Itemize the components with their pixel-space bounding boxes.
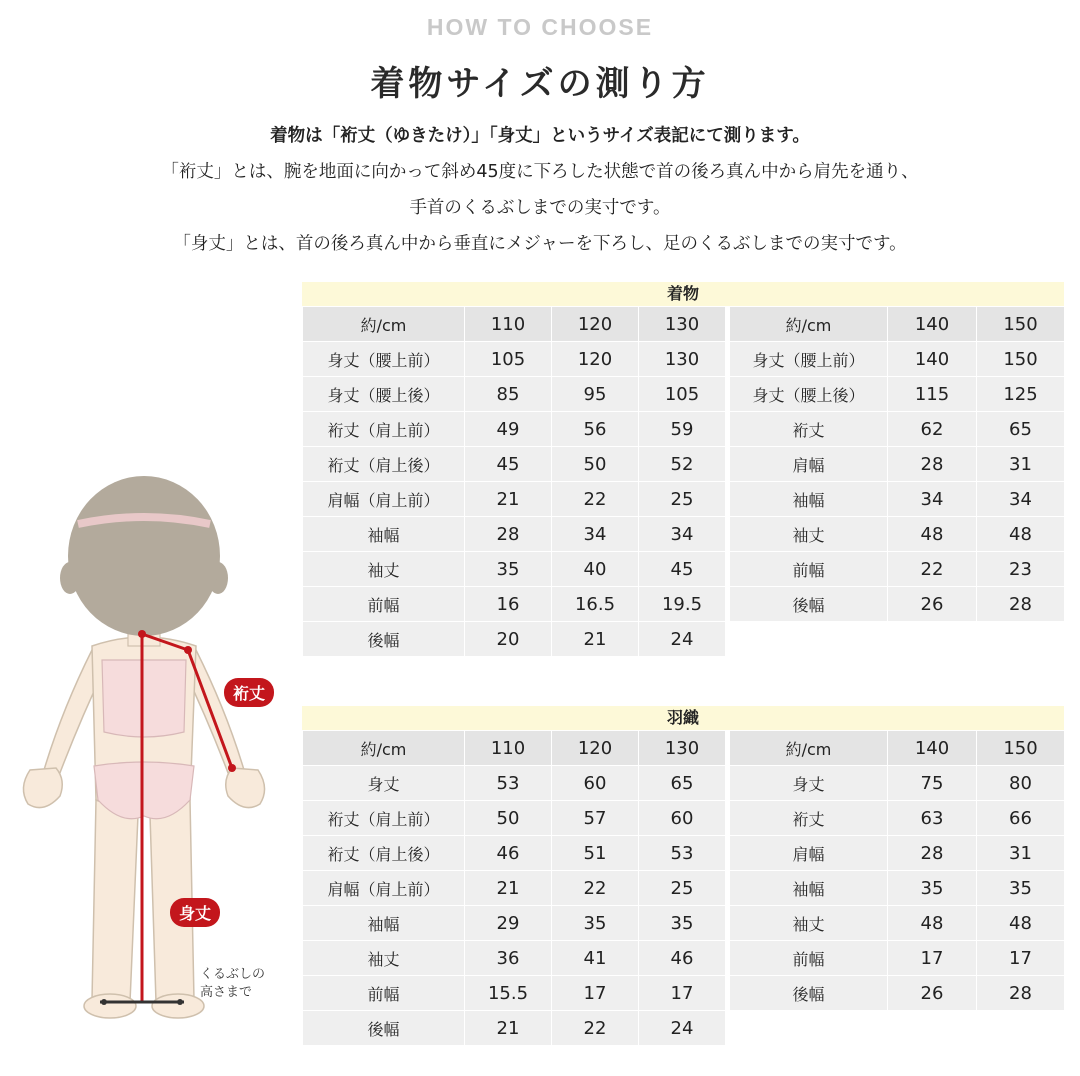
measurement-value-cell: 85 xyxy=(465,377,552,412)
size-header-cell: 110 xyxy=(465,307,552,342)
table-row xyxy=(730,766,1065,801)
measurement-label-cell: 袖幅 xyxy=(303,906,465,941)
measurement-value-cell: 15.5 xyxy=(465,976,552,1011)
table-row xyxy=(730,447,1065,482)
table-row xyxy=(303,342,726,377)
measurement-label-cell: 裄丈（肩上後） xyxy=(303,836,465,871)
measurement-value-cell: 95 xyxy=(552,377,639,412)
measurement-value-cell: 60 xyxy=(639,801,726,836)
measurement-value-cell: 35 xyxy=(977,871,1065,906)
measurement-label-cell: 前幅 xyxy=(303,587,465,622)
measurement-value-cell: 120 xyxy=(552,342,639,377)
measurement-value-cell: 17 xyxy=(639,976,726,1011)
measurement-value-cell: 26 xyxy=(888,587,977,622)
measurement-value-cell: 80 xyxy=(977,766,1065,801)
kimono-size-table-small xyxy=(302,306,726,657)
size-header-cell: 120 xyxy=(552,307,639,342)
ankle-height-note xyxy=(200,966,265,1002)
measurement-value-cell: 53 xyxy=(465,766,552,801)
measurement-value-cell: 22 xyxy=(552,1011,639,1046)
table-row xyxy=(303,517,726,552)
measurement-value-cell: 35 xyxy=(465,552,552,587)
measurement-value-cell: 56 xyxy=(552,412,639,447)
measurement-value-cell: 21 xyxy=(465,482,552,517)
measurement-label-cell: 肩幅（肩上前） xyxy=(303,482,465,517)
table-row xyxy=(303,871,726,906)
table-row xyxy=(303,766,726,801)
table-row xyxy=(303,622,726,657)
size-header-row xyxy=(730,307,1065,342)
measurement-label-cell: 後幅 xyxy=(730,976,888,1011)
note-line: くるぶしの xyxy=(200,967,266,982)
measurement-value-cell: 24 xyxy=(639,622,726,657)
measurement-value-cell: 52 xyxy=(639,447,726,482)
measurement-value-cell: 17 xyxy=(552,976,639,1011)
measurement-value-cell: 105 xyxy=(465,342,552,377)
table-row xyxy=(730,836,1065,871)
measurement-value-cell: 48 xyxy=(977,517,1065,552)
measurement-label-cell: 後幅 xyxy=(303,622,465,657)
table-row xyxy=(730,552,1065,587)
measurement-value-cell: 20 xyxy=(465,622,552,657)
measurement-value-cell: 17 xyxy=(888,941,977,976)
haori-size-table-large xyxy=(729,730,1065,1011)
size-header-cell: 150 xyxy=(977,307,1065,342)
measurement-label-cell: 後幅 xyxy=(730,587,888,622)
measurement-value-cell: 105 xyxy=(639,377,726,412)
measurement-value-cell: 53 xyxy=(639,836,726,871)
measurement-value-cell: 34 xyxy=(977,482,1065,517)
measurement-label-cell: 裄丈（肩上前） xyxy=(303,412,465,447)
size-header-row xyxy=(303,307,726,342)
kimono-section-title: 着物 xyxy=(302,282,1064,306)
measurement-value-cell: 140 xyxy=(888,342,977,377)
size-header-row xyxy=(303,731,726,766)
size-header-cell: 140 xyxy=(888,307,977,342)
measurement-value-cell: 45 xyxy=(639,552,726,587)
measurement-label-cell: 袖丈 xyxy=(303,552,465,587)
section-eyebrow: HOW TO CHOOSE xyxy=(426,14,654,40)
measurement-label-cell: 身丈 xyxy=(730,766,888,801)
measurement-label-cell: 裄丈 xyxy=(730,801,888,836)
measurement-label-cell: 袖丈 xyxy=(303,941,465,976)
note-line: 高さまで xyxy=(200,985,253,1000)
measurement-label-cell: 肩幅（肩上前） xyxy=(303,871,465,906)
measurement-value-cell: 60 xyxy=(552,766,639,801)
table-row xyxy=(730,906,1065,941)
measurement-value-cell: 40 xyxy=(552,552,639,587)
measurement-label-cell: 身丈（腰上後） xyxy=(730,377,888,412)
measurement-value-cell: 130 xyxy=(639,342,726,377)
unit-header-cell: 約/cm xyxy=(303,307,465,342)
mi-label-badge: 身丈 xyxy=(170,898,220,927)
table-row xyxy=(303,976,726,1011)
measurement-value-cell: 21 xyxy=(552,622,639,657)
table-row xyxy=(730,801,1065,836)
measurement-label-cell: 前幅 xyxy=(303,976,465,1011)
measurement-label-cell: 裄丈（肩上前） xyxy=(303,801,465,836)
table-row xyxy=(303,377,726,412)
table-row xyxy=(730,587,1065,622)
table-row xyxy=(303,906,726,941)
unit-header-cell: 約/cm xyxy=(730,731,888,766)
measurement-value-cell: 17 xyxy=(977,941,1065,976)
haori-size-table-small xyxy=(302,730,726,1046)
measurement-label-cell: 身丈（腰上前） xyxy=(730,342,888,377)
table-row xyxy=(730,871,1065,906)
measurement-label-cell: 前幅 xyxy=(730,552,888,587)
table-row xyxy=(730,412,1065,447)
measurement-label-cell: 肩幅 xyxy=(730,447,888,482)
measurement-value-cell: 48 xyxy=(888,906,977,941)
kimono-size-table-large xyxy=(729,306,1065,622)
table-row xyxy=(730,482,1065,517)
size-header-row xyxy=(730,731,1065,766)
measurement-value-cell: 45 xyxy=(465,447,552,482)
measurement-value-cell: 46 xyxy=(465,836,552,871)
size-header-cell: 120 xyxy=(552,731,639,766)
intro-line: 手首のくるぶしまでの実寸です。 xyxy=(409,198,671,218)
measurement-value-cell: 26 xyxy=(888,976,977,1011)
measurement-value-cell: 21 xyxy=(465,1011,552,1046)
measurement-label-cell: 身丈 xyxy=(303,766,465,801)
measurement-label-cell: 袖幅 xyxy=(730,871,888,906)
measurement-value-cell: 49 xyxy=(465,412,552,447)
measurement-value-cell: 63 xyxy=(888,801,977,836)
measurement-label-cell: 袖幅 xyxy=(730,482,888,517)
size-header-cell: 130 xyxy=(639,307,726,342)
measurement-value-cell: 28 xyxy=(888,836,977,871)
measurement-value-cell: 125 xyxy=(977,377,1065,412)
measurement-value-cell: 24 xyxy=(639,1011,726,1046)
measurement-value-cell: 16 xyxy=(465,587,552,622)
intro-text xyxy=(0,118,1080,262)
yuki-label-badge: 裄丈 xyxy=(224,678,274,707)
measurement-label-cell: 肩幅 xyxy=(730,836,888,871)
measurement-label-cell: 身丈（腰上前） xyxy=(303,342,465,377)
table-row xyxy=(303,412,726,447)
measurement-value-cell: 19.5 xyxy=(639,587,726,622)
measurement-value-cell: 34 xyxy=(888,482,977,517)
measurement-value-cell: 28 xyxy=(977,587,1065,622)
table-row xyxy=(730,377,1065,412)
table-row xyxy=(303,447,726,482)
measurement-label-cell: 裄丈（肩上後） xyxy=(303,447,465,482)
measurement-value-cell: 48 xyxy=(888,517,977,552)
measurement-value-cell: 29 xyxy=(465,906,552,941)
table-row xyxy=(303,482,726,517)
measurement-value-cell: 62 xyxy=(888,412,977,447)
child-measurement-figure xyxy=(0,470,300,1070)
measurement-value-cell: 51 xyxy=(552,836,639,871)
measurement-value-cell: 28 xyxy=(977,976,1065,1011)
measurement-value-cell: 75 xyxy=(888,766,977,801)
size-header-cell: 110 xyxy=(465,731,552,766)
measurement-label-cell: 後幅 xyxy=(303,1011,465,1046)
haori-section-title: 羽織 xyxy=(302,706,1064,730)
measurement-value-cell: 31 xyxy=(977,447,1065,482)
table-row xyxy=(303,587,726,622)
measurement-label-cell: 袖丈 xyxy=(730,517,888,552)
measurement-value-cell: 31 xyxy=(977,836,1065,871)
measurement-value-cell: 28 xyxy=(888,447,977,482)
intro-line: 「身丈」とは、首の後ろ真ん中から垂直にメジャーを下ろし、足のくるぶしまでの実寸です。 xyxy=(173,234,907,254)
measurement-value-cell: 21 xyxy=(465,871,552,906)
unit-header-cell: 約/cm xyxy=(730,307,888,342)
table-row xyxy=(730,517,1065,552)
measurement-value-cell: 34 xyxy=(552,517,639,552)
table-row xyxy=(730,941,1065,976)
page-title: 着物サイズの測り方 xyxy=(370,64,710,104)
measurement-value-cell: 35 xyxy=(639,906,726,941)
measurement-label-cell: 袖幅 xyxy=(303,517,465,552)
measurement-value-cell: 35 xyxy=(888,871,977,906)
table-row xyxy=(303,1011,726,1046)
measurement-label-cell: 前幅 xyxy=(730,941,888,976)
measurement-value-cell: 115 xyxy=(888,377,977,412)
measurement-value-cell: 66 xyxy=(977,801,1065,836)
measurement-value-cell: 34 xyxy=(639,517,726,552)
intro-line: 「裄丈」とは、腕を地面に向かって斜め45度に下ろした状態で首の後ろ真ん中から肩先を通り、 xyxy=(161,162,919,182)
measurement-value-cell: 25 xyxy=(639,482,726,517)
measurement-value-cell: 65 xyxy=(639,766,726,801)
measurement-value-cell: 46 xyxy=(639,941,726,976)
size-header-cell: 150 xyxy=(977,731,1065,766)
table-row xyxy=(303,552,726,587)
measurement-value-cell: 48 xyxy=(977,906,1065,941)
measurement-value-cell: 22 xyxy=(552,482,639,517)
table-row xyxy=(730,342,1065,377)
measurement-value-cell: 28 xyxy=(465,517,552,552)
measurement-value-cell: 36 xyxy=(465,941,552,976)
table-row xyxy=(303,836,726,871)
measurement-value-cell: 50 xyxy=(465,801,552,836)
intro-line: 着物は「裄丈（ゆきたけ）」「身丈」というサイズ表記にて測ります。 xyxy=(270,126,810,146)
measurement-label-cell: 裄丈 xyxy=(730,412,888,447)
measurement-value-cell: 57 xyxy=(552,801,639,836)
measurement-value-cell: 35 xyxy=(552,906,639,941)
measurement-value-cell: 22 xyxy=(888,552,977,587)
measurement-value-cell: 41 xyxy=(552,941,639,976)
table-row xyxy=(303,801,726,836)
unit-header-cell: 約/cm xyxy=(303,731,465,766)
measurement-value-cell: 16.5 xyxy=(552,587,639,622)
measurement-label-cell: 身丈（腰上後） xyxy=(303,377,465,412)
measurement-value-cell: 150 xyxy=(977,342,1065,377)
measurement-value-cell: 65 xyxy=(977,412,1065,447)
measurement-label-cell: 袖丈 xyxy=(730,906,888,941)
size-header-cell: 130 xyxy=(639,731,726,766)
measurement-value-cell: 23 xyxy=(977,552,1065,587)
measurement-value-cell: 22 xyxy=(552,871,639,906)
table-row xyxy=(730,976,1065,1011)
measurement-value-cell: 59 xyxy=(639,412,726,447)
table-row xyxy=(303,941,726,976)
measurement-value-cell: 50 xyxy=(552,447,639,482)
measurement-value-cell: 25 xyxy=(639,871,726,906)
size-header-cell: 140 xyxy=(888,731,977,766)
